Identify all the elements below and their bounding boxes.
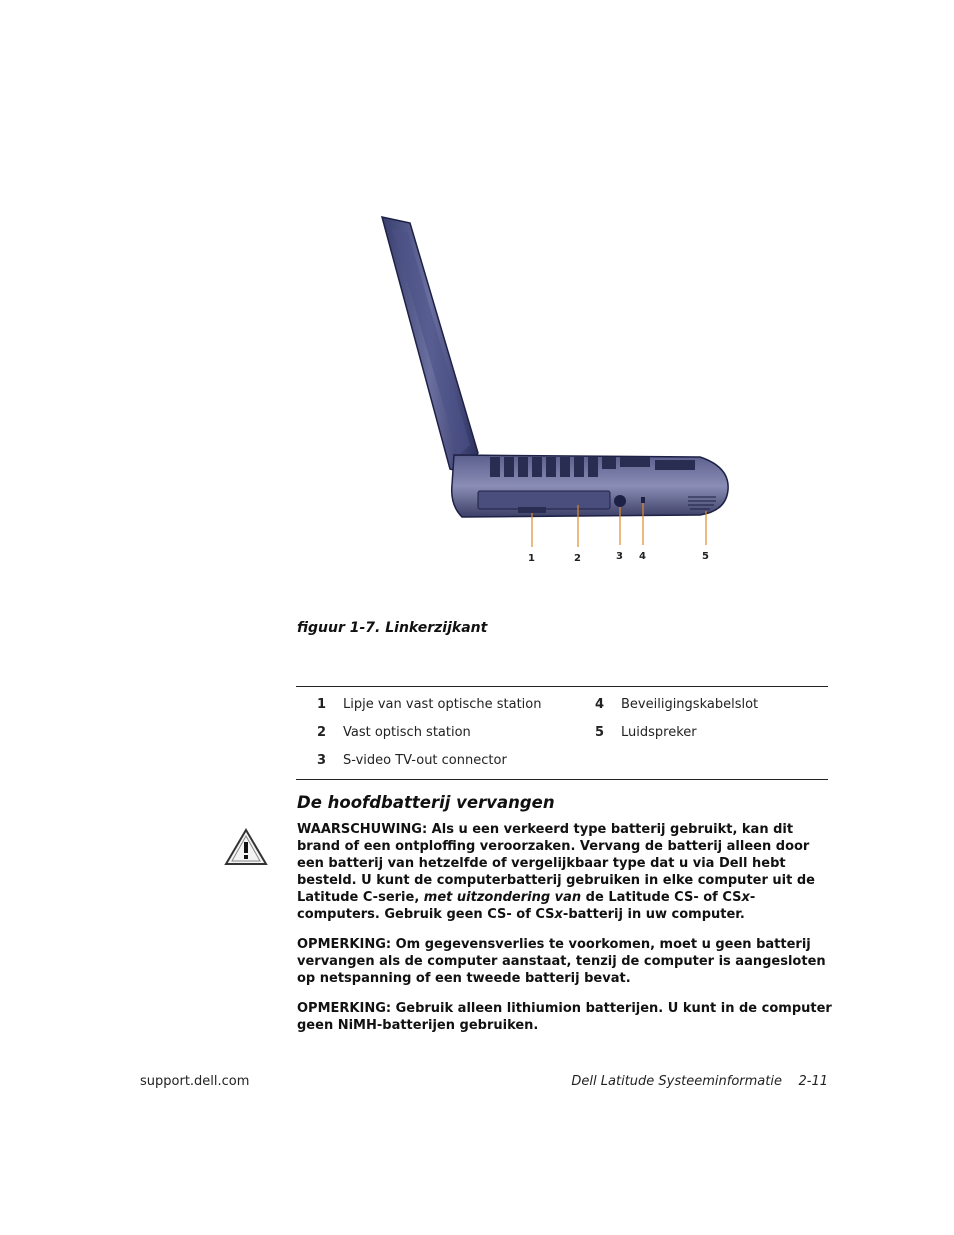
warning-paragraph bbox=[297, 821, 832, 923]
warning-text-emphasis: met uitzondering van bbox=[423, 890, 582, 905]
callout-1: 1 bbox=[528, 553, 535, 564]
callout-5: 5 bbox=[702, 551, 709, 562]
legend-label: Beveiligingskabelslot bbox=[621, 696, 759, 712]
legend-number: 1 bbox=[316, 696, 326, 712]
legend-number: 5 bbox=[594, 724, 604, 740]
warning-icon bbox=[224, 828, 268, 866]
warning-text-x1: x bbox=[741, 890, 750, 905]
legend-item bbox=[296, 697, 574, 712]
callout-2: 2 bbox=[574, 553, 581, 564]
security-lock-slot bbox=[641, 497, 645, 503]
laptop-left-side-figure bbox=[370, 205, 740, 575]
callout-4: 4 bbox=[639, 551, 646, 562]
callout-3: 3 bbox=[616, 551, 623, 562]
section-heading: De hoofdbatterij vervangen bbox=[297, 793, 555, 812]
legend-row bbox=[296, 718, 828, 746]
footer-url: support.dell.com bbox=[140, 1074, 250, 1089]
optical-drive bbox=[478, 491, 610, 509]
legend-number: 3 bbox=[316, 752, 326, 768]
legend-number: 2 bbox=[316, 724, 326, 740]
footer-page-info: Dell Latitude Systeeminformatie 2-11 bbox=[571, 1074, 828, 1089]
callout-legend-table bbox=[296, 686, 828, 780]
warning-text-x2: x bbox=[554, 907, 563, 922]
optical-drive-latch bbox=[518, 507, 546, 513]
svideo-port bbox=[614, 495, 626, 507]
note-paragraph-1: OPMERKING: Om gegevensverlies te voorkomen, moet u geen batterij vervangen als de computer aanstaat, tenzij de computer is aangesloten op netspanning of een tweede batterij bevat. bbox=[297, 937, 826, 986]
legend-label: Vast optisch station bbox=[343, 724, 471, 740]
warning-text-middle: de Latitude CS- of CS bbox=[581, 890, 742, 905]
laptop-illustration bbox=[370, 205, 740, 575]
legend-item bbox=[574, 725, 828, 740]
legend-row bbox=[296, 690, 828, 718]
legend-item bbox=[296, 753, 574, 768]
warning-text-end: -batterij in uw computer. bbox=[562, 907, 745, 922]
legend-item bbox=[574, 697, 828, 712]
legend-label: Luidspreker bbox=[621, 724, 697, 740]
legend-number: 4 bbox=[594, 696, 604, 712]
warning-text-mid2: -computers. Gebruik geen CS- of CS bbox=[297, 890, 756, 922]
figure-caption: figuur 1-7. Linkerzijkant bbox=[297, 620, 488, 636]
legend-row bbox=[296, 746, 828, 774]
legend-label: Lipje van vast optische station bbox=[343, 696, 542, 712]
warning-text-lead: WAARSCHUWING: Als u een verkeerd type batterij gebruikt, kan dit brand of een ontploffing veroorzaken. Vervang de batterij alleen door een batterij van hetzelfde of vergelijkbaar type dat u via Dell hebt besteld. U kunt de computerbatterij gebruiken in elke computer uit de Latitude C-serie, bbox=[297, 822, 815, 905]
legend-item bbox=[296, 725, 574, 740]
legend-label: S-video TV-out connector bbox=[343, 752, 507, 768]
note-paragraph-2: OPMERKING: Gebruik alleen lithiumion batterijen. U kunt in de computer geen NiMH-batterijen gebruiken. bbox=[297, 1001, 832, 1033]
